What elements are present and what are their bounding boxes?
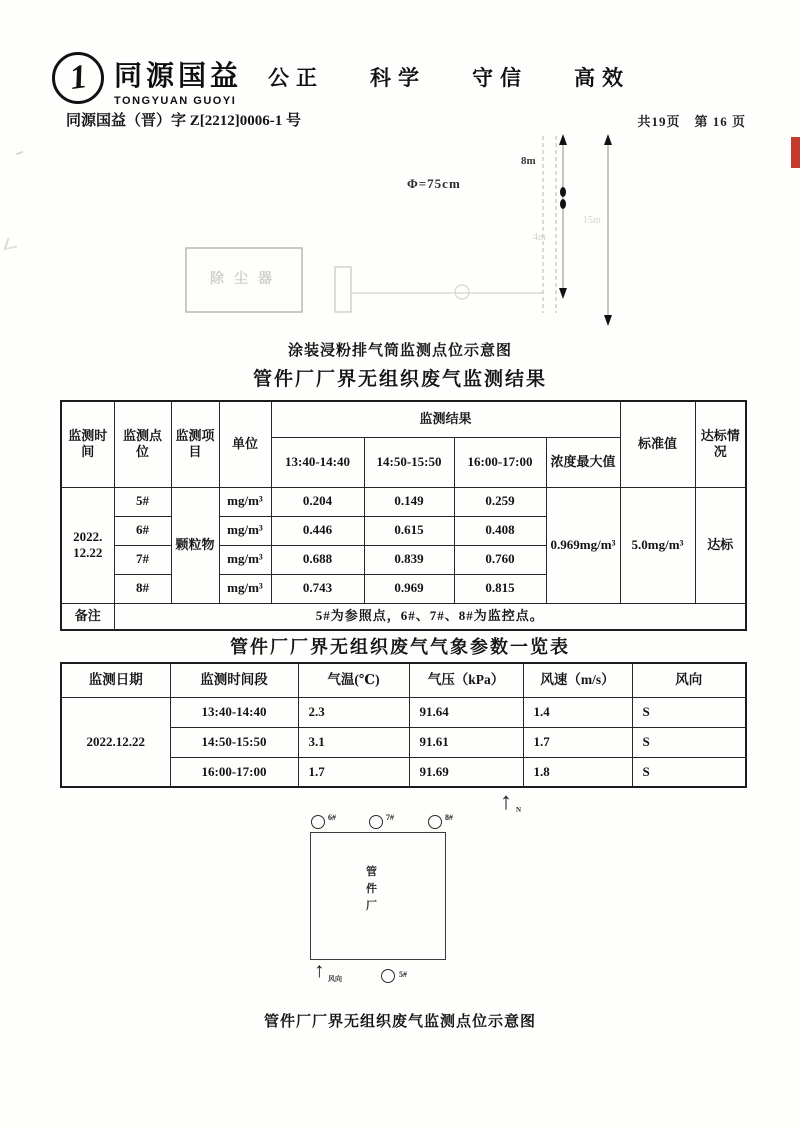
windspeed-cell: 1.8 xyxy=(523,757,632,787)
wind-label: 风向 xyxy=(328,975,342,983)
windspeed-cell: 1.4 xyxy=(523,697,632,727)
wind-arrow-icon: ↑ xyxy=(314,958,325,982)
result-cell: 0.615 xyxy=(364,516,454,545)
windspeed-cell: 1.7 xyxy=(523,727,632,757)
stack-total-height-faint-label: 15m xyxy=(583,215,601,226)
winddir-cell: S xyxy=(632,757,746,787)
monitor-point-5-label: 5# xyxy=(399,970,407,979)
north-arrow-icon: ↑ xyxy=(500,789,512,815)
unit-cell: mg/m³ xyxy=(219,516,271,545)
stack-lower-height-faint-label: 4m xyxy=(533,232,546,243)
col-header-windspeed: 风速（m/s） xyxy=(523,663,632,697)
unit-cell: mg/m³ xyxy=(219,545,271,574)
result-cell: 0.408 xyxy=(454,516,546,545)
monitoring-table-title: 管件厂厂界无组织废气监测结果 xyxy=(252,369,547,390)
monitoring-results-table xyxy=(60,400,747,631)
monitor-date-line: 12.22 xyxy=(73,545,103,560)
col-header-compliance: 达标情况 xyxy=(695,401,746,487)
monitor-point-6-icon xyxy=(311,815,325,829)
period-cell: 14:50-15:50 xyxy=(170,727,298,757)
col-header-period: 监测时间段 xyxy=(170,663,298,697)
period-cell: 16:00-17:00 xyxy=(170,757,298,787)
slogan-item: 科学 xyxy=(370,67,426,90)
document-number: 同源国益（晋）字 Z[2212]0006-1 号 xyxy=(66,113,301,129)
slogan-item: 高效 xyxy=(574,67,630,90)
col-header-results-group: 监测结果 xyxy=(271,401,620,437)
page-count: 共19页 第 16 页 xyxy=(637,114,746,129)
weather-parameters-table xyxy=(60,662,747,788)
result-cell: 0.839 xyxy=(364,545,454,574)
pressure-cell: 91.69 xyxy=(409,757,523,787)
col-header-max: 浓度最大值 xyxy=(546,437,620,487)
slogan-item: 守信 xyxy=(472,67,528,90)
header-slogans xyxy=(268,62,630,92)
item-cell: 颗粒物 xyxy=(171,487,219,603)
logo-circle-icon xyxy=(52,52,104,104)
logo-name-cn: 同源国益 xyxy=(114,60,243,91)
result-cell: 0.688 xyxy=(271,545,364,574)
unit-cell: mg/m³ xyxy=(219,574,271,603)
weather-table-title: 管件厂厂界无组织废气气象参数一览表 xyxy=(230,637,570,657)
monitor-date-line: 2022. xyxy=(73,528,103,544)
monitor-point-7-icon xyxy=(369,815,383,829)
temp-cell: 2.3 xyxy=(298,697,409,727)
site-diagram-caption: 管件厂厂界无组织废气监测点位示意图 xyxy=(263,1013,536,1030)
period-cell: 13:40-14:40 xyxy=(170,697,298,727)
slogan-item: 公正 xyxy=(268,67,324,90)
result-cell: 0.259 xyxy=(454,487,546,516)
winddir-cell: S xyxy=(632,727,746,757)
col-header-temp: 气温(℃) xyxy=(298,663,409,697)
result-cell: 0.204 xyxy=(271,487,364,516)
result-cell: 0.446 xyxy=(271,516,364,545)
point-cell: 7# xyxy=(114,545,171,574)
monitor-point-5-icon xyxy=(381,969,395,983)
result-cell: 0.815 xyxy=(454,574,546,603)
col-header-standard: 标准值 xyxy=(620,401,695,487)
logo-text xyxy=(114,52,242,107)
monitor-point-6-label: 6# xyxy=(328,813,336,822)
result-cell: 0.743 xyxy=(271,574,364,603)
stack-diagram-caption: 涂装浸粉排气筒监测点位示意图 xyxy=(287,342,512,359)
note-label-cell: 备注 xyxy=(61,603,114,630)
pressure-cell: 91.61 xyxy=(409,727,523,757)
standard-value-cell: 5.0mg/m³ xyxy=(620,487,695,603)
winddir-cell: S xyxy=(632,697,746,727)
col-header-period: 14:50-15:50 xyxy=(364,437,454,487)
col-header-unit: 单位 xyxy=(219,401,271,487)
monitor-date-cell xyxy=(61,487,114,603)
temp-cell: 3.1 xyxy=(298,727,409,757)
logo-mark-icon: 1 xyxy=(66,58,89,98)
col-header-date: 监测日期 xyxy=(61,663,170,697)
company-logo xyxy=(52,52,242,107)
point-cell: 6# xyxy=(114,516,171,545)
result-cell: 0.149 xyxy=(364,487,454,516)
note-text-cell: 5#为参照点，6#、7#、8#为监控点。 xyxy=(114,603,746,630)
stack-upper-height-label: 8m xyxy=(521,155,536,167)
col-header-period: 13:40-14:40 xyxy=(271,437,364,487)
north-label: N xyxy=(516,806,522,814)
monitor-point-8-icon xyxy=(428,815,442,829)
result-cell: 0.969 xyxy=(364,574,454,603)
compliance-cell: 达标 xyxy=(695,487,746,603)
point-cell: 8# xyxy=(114,574,171,603)
col-header-pressure: 气压（kPa） xyxy=(409,663,523,697)
col-header-winddir: 风向 xyxy=(632,663,746,697)
monitor-point-7-label: 7# xyxy=(386,813,394,822)
dust-collector-label: 除尘器 xyxy=(210,272,282,287)
factory-label: 管件厂 xyxy=(366,866,377,913)
max-concentration-cell: 0.969mg/m³ xyxy=(546,487,620,603)
unit-cell: mg/m³ xyxy=(219,487,271,516)
weather-date-cell: 2022.12.22 xyxy=(61,697,170,787)
temp-cell: 1.7 xyxy=(298,757,409,787)
col-header-time: 监测时间 xyxy=(61,401,114,487)
logo-name-en: TONGYUAN GUOYI xyxy=(114,95,237,107)
red-edge-marker xyxy=(791,137,800,168)
stack-diagram-drawing xyxy=(0,130,800,355)
col-header-period: 16:00-17:00 xyxy=(454,437,546,487)
stack-diameter-label: Φ=75cm xyxy=(407,176,461,191)
monitor-point-8-label: 8# xyxy=(445,813,453,822)
col-header-point: 监测点位 xyxy=(114,401,171,487)
result-cell: 0.760 xyxy=(454,545,546,574)
col-header-item: 监测项目 xyxy=(171,401,219,487)
pressure-cell: 91.64 xyxy=(409,697,523,727)
point-cell: 5# xyxy=(114,487,171,516)
site-diagram xyxy=(250,788,600,1010)
